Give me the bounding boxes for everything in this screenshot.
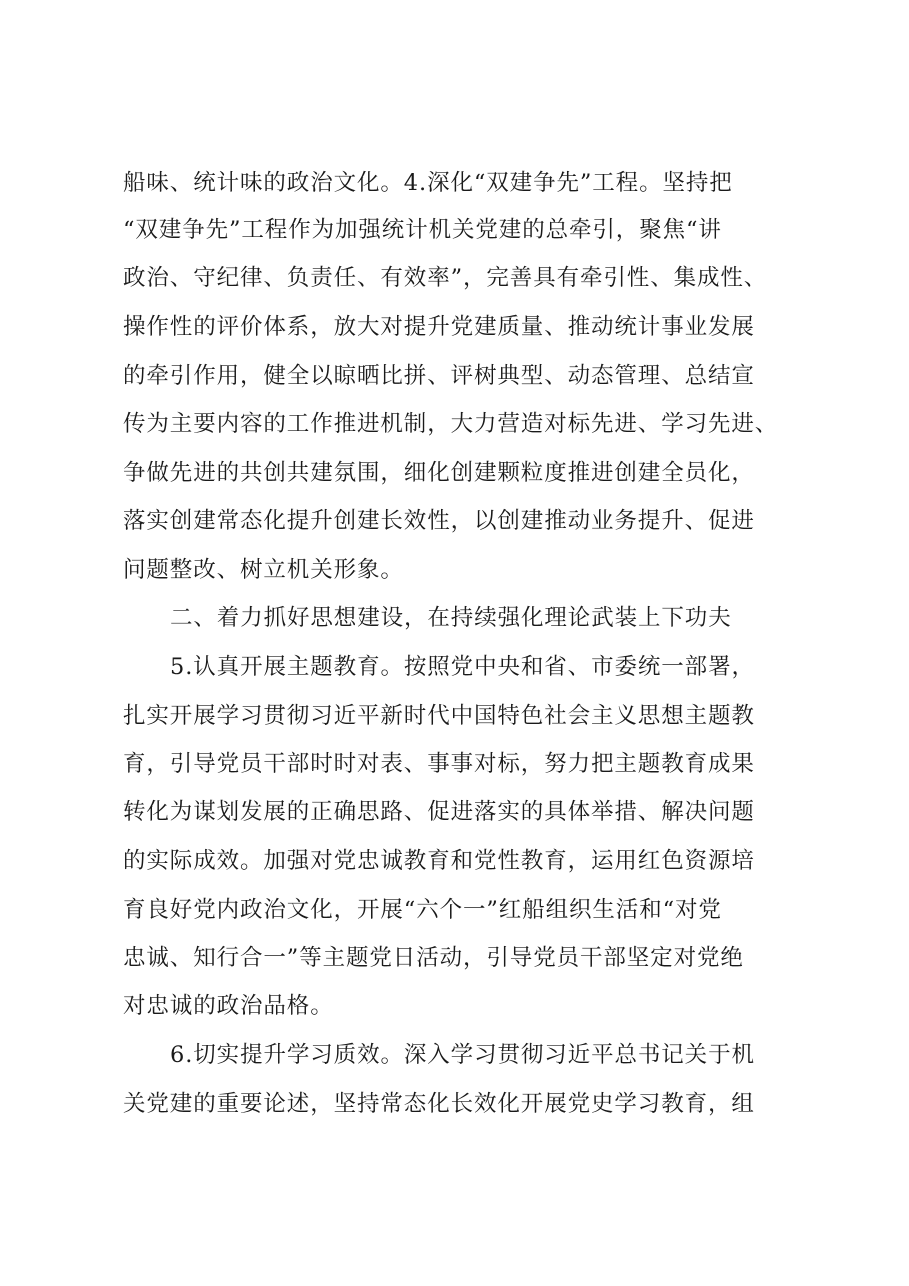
text-line: 问题整改、树立机关形象。 bbox=[123, 557, 404, 583]
text-line: 关党建的重要论述，坚持常态化长效化开展党史学习教育，组 bbox=[123, 1091, 755, 1117]
text-line: 转化为谋划发展的正确思路、促进落实的具体举措、解决问题 bbox=[123, 799, 755, 825]
text-line: 育，引导党员干部时时对表、事事对标，努力把主题教育成果 bbox=[123, 751, 755, 777]
text-line: 的牵引作用，健全以晾晒比拼、评树典型、动态管理、总结宣 bbox=[123, 363, 755, 389]
section-heading: 二、着力抓好思想建设，在持续强化理论武装上下功夫 bbox=[170, 605, 732, 631]
text-line: 5.认真开展主题教育。按照党中央和省、市委统一部署， bbox=[170, 654, 755, 680]
text-line: 操作性的评价体系，放大对提升党建质量、推动统计事业发展 bbox=[123, 314, 755, 340]
text-line: 的实际成效。加强对党忠诚教育和党性教育，运用红色资源培 bbox=[123, 848, 755, 874]
text-line: 船味、统计味的政治文化。4.深化“双建争先”工程。坚持把 bbox=[123, 170, 733, 196]
text-line: “双建争先”工程作为加强统计机关党建的总牵引，聚焦“讲 bbox=[123, 217, 722, 243]
text-line: 政治、守纪律、负责任、有效率”，完善具有牵引性、集成性、 bbox=[123, 265, 768, 291]
text-line: 扎实开展学习贯彻习近平新时代中国特色社会主义思想主题教 bbox=[123, 703, 755, 729]
text-line: 对忠诚的政治品格。 bbox=[123, 993, 334, 1019]
text-line: 传为主要内容的工作推进机制，大力营造对标先进、学习先进、 bbox=[123, 411, 779, 437]
text-line: 育良好党内政治文化，开展“六个一”红船组织生活和“对党 bbox=[123, 897, 722, 923]
text-line: 争做先进的共创共建氛围，细化创建颗粒度推进创建全员化， bbox=[123, 460, 755, 486]
text-line: 6.切实提升学习质效。深入学习贯彻习近平总书记关于机 bbox=[170, 1042, 755, 1068]
text-line: 落实创建常态化提升创建长效性，以创建推动业务提升、促进 bbox=[123, 508, 755, 534]
text-line: 忠诚、知行合一”等主题党日活动，引导党员干部坚定对党绝 bbox=[123, 945, 744, 971]
